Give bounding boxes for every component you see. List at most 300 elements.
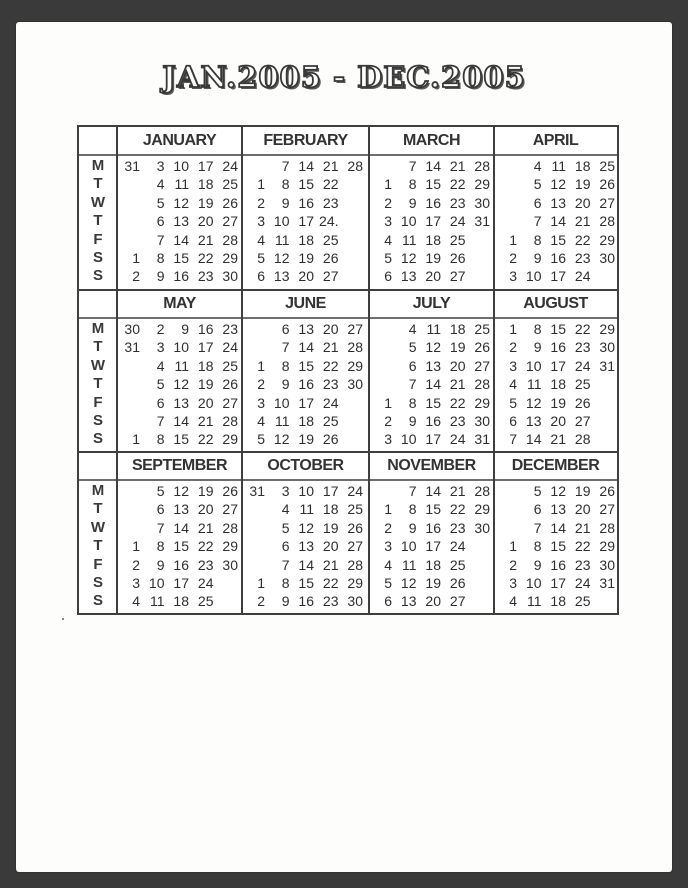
day-number: 11 (174, 176, 189, 193)
weekday-label: S (92, 267, 103, 285)
day-number: 1 (257, 176, 265, 193)
day-number: 15 (425, 501, 441, 518)
year-calendar-grid (77, 125, 619, 615)
day-number: 3 (156, 339, 165, 356)
weekday-label: S (92, 592, 103, 610)
day-number: 13 (400, 268, 417, 285)
day-number: 24 (574, 268, 591, 285)
day-number: 21 (449, 158, 466, 174)
weekday-label: T (93, 175, 103, 193)
day-number: 29 (599, 538, 615, 555)
month-days-may (117, 318, 242, 451)
day-number: 25 (574, 376, 591, 393)
day-number: 5 (509, 394, 517, 411)
day-number: 22 (197, 538, 214, 555)
day-number: 8 (156, 538, 165, 555)
day-number: 2 (384, 519, 392, 536)
day-number: 18 (197, 176, 214, 193)
day-number: 6 (533, 501, 542, 518)
day-number: 16 (298, 376, 314, 393)
day-number: 9 (533, 250, 542, 266)
day-number: 28 (474, 483, 490, 499)
weekday-label: S (92, 249, 103, 266)
day-number: 24 (574, 575, 591, 591)
day-number: 16 (425, 519, 441, 536)
day-number: 25 (574, 593, 591, 610)
day-number: 24 (574, 357, 591, 374)
day-number: 18 (322, 501, 339, 518)
day-number: 14 (173, 413, 189, 429)
day-number: 30 (124, 321, 140, 337)
day-number: 24 (347, 483, 363, 499)
day-number: 21 (322, 556, 339, 573)
day-number: 16 (298, 593, 314, 610)
day-number: 23 (449, 519, 466, 536)
day-number: 4 (384, 231, 392, 248)
day-number: 8 (156, 250, 165, 266)
month-days-july (369, 318, 494, 451)
month-name: AUGUST (523, 295, 588, 312)
day-number: 23 (222, 321, 238, 337)
day-number: 17 (197, 339, 214, 356)
day-number: 5 (156, 194, 165, 211)
day-number: 28 (474, 376, 490, 393)
day-number: 12 (273, 431, 290, 448)
day-number: 31 (124, 158, 140, 174)
day-number: 8 (281, 575, 290, 591)
day-number: 20 (197, 213, 214, 230)
day-number: 7 (156, 231, 165, 248)
day-number: 9 (156, 556, 165, 573)
day-number: 23 (322, 593, 339, 610)
day-number: 23 (322, 194, 339, 211)
month-name: SEPTEMBER (131, 457, 228, 474)
day-number: 9 (408, 413, 417, 429)
day-number: 29 (222, 250, 238, 266)
weekday-label: T (93, 212, 103, 230)
weekday-label: M (91, 482, 105, 499)
day-number: 24. (319, 213, 339, 230)
month-name: JANUARY (142, 132, 217, 149)
day-number: 23 (197, 556, 214, 573)
day-number: 12 (173, 194, 189, 211)
day-number: 4 (509, 593, 517, 610)
day-number: 22 (449, 394, 466, 411)
day-number: 26 (574, 394, 591, 411)
day-number: 8 (408, 176, 417, 193)
day-number: 29 (347, 357, 363, 374)
day-number: 4 (384, 556, 392, 573)
day-number: 29 (599, 231, 615, 248)
month-days-february (242, 155, 369, 288)
day-number: 17 (322, 483, 339, 499)
day-number: 30 (222, 556, 238, 573)
day-number: 3 (156, 158, 165, 174)
day-number: 13 (550, 501, 566, 518)
day-number: 21 (574, 213, 591, 230)
day-number: 8 (408, 394, 417, 411)
day-number: 7 (281, 556, 290, 573)
day-number: 20 (322, 538, 339, 555)
day-number: 14 (298, 556, 314, 573)
day-number: 27 (599, 194, 615, 211)
month-name: JUNE (285, 295, 326, 312)
day-number: 1 (384, 176, 392, 193)
day-number: 11 (149, 593, 165, 610)
day-number: 22 (449, 176, 466, 193)
print-speck (62, 618, 64, 620)
day-number: 18 (173, 593, 189, 610)
day-number: 6 (408, 357, 417, 374)
day-number: 21 (197, 519, 214, 536)
day-number: 26 (474, 339, 490, 356)
day-number: 30 (222, 268, 238, 285)
day-number: 30 (599, 556, 615, 573)
day-number: 18 (449, 321, 466, 337)
day-number: 31 (249, 483, 265, 499)
day-number: 5 (384, 250, 392, 266)
day-number: 10 (298, 483, 314, 499)
day-number: 25 (599, 158, 615, 174)
day-number: 7 (156, 519, 165, 536)
day-number: 4 (533, 158, 542, 174)
day-number: 2 (509, 556, 517, 573)
day-number: 27 (347, 321, 363, 337)
day-number: 24 (449, 213, 466, 230)
day-number: 13 (173, 394, 189, 411)
day-number: 31 (474, 213, 490, 230)
day-number: 7 (408, 376, 417, 393)
day-number: 26 (322, 250, 339, 266)
day-number: 28 (474, 158, 490, 174)
month-days-october (242, 480, 369, 613)
day-number: 5 (257, 250, 265, 266)
day-number: 17 (298, 394, 314, 411)
day-number: 25 (322, 231, 339, 248)
day-number: 2 (257, 593, 265, 610)
day-number: 31 (599, 575, 615, 591)
day-number: 7 (281, 158, 290, 174)
day-number: 4 (156, 357, 165, 374)
day-number: 26 (222, 194, 238, 211)
weekday-label: M (91, 320, 105, 337)
day-number: 3 (509, 268, 517, 285)
day-number: 3 (509, 575, 517, 591)
day-number: 9 (533, 339, 542, 356)
day-number: 20 (574, 501, 591, 518)
day-number: 7 (156, 413, 165, 429)
day-number: 27 (222, 213, 238, 230)
weekday-label: W (90, 356, 106, 374)
day-number: 12 (425, 339, 441, 356)
day-number: 12 (273, 250, 290, 266)
day-number: 13 (173, 501, 189, 518)
day-number: 16 (425, 413, 441, 429)
day-number: 21 (322, 339, 339, 356)
day-number: 10 (400, 213, 417, 230)
weekday-label: T (93, 375, 103, 393)
day-number: 2 (384, 194, 392, 211)
day-number: 5 (384, 575, 392, 591)
day-number: 28 (347, 339, 363, 356)
day-number: 1 (509, 538, 517, 555)
weekday-label: S (92, 412, 103, 429)
day-number: 23 (574, 339, 591, 356)
day-number: 1 (384, 501, 392, 518)
month-name: FEBRUARY (263, 132, 348, 149)
day-number: 11 (551, 158, 566, 174)
day-number: 11 (401, 231, 417, 248)
day-number: 4 (132, 593, 140, 610)
day-number: 30 (599, 250, 615, 266)
weekday-label: F (93, 230, 103, 248)
day-number: 15 (550, 321, 566, 337)
day-number: 28 (222, 231, 238, 248)
day-number: 18 (425, 556, 441, 573)
day-number: 27 (474, 357, 490, 374)
day-number: 27 (574, 413, 591, 429)
day-number: 29 (474, 501, 490, 518)
day-number: 16 (550, 556, 566, 573)
day-number: 29 (474, 394, 490, 411)
day-number: 31 (474, 431, 490, 448)
day-number: 26 (347, 519, 363, 536)
day-number: 23 (449, 194, 466, 211)
weekday-label: S (92, 574, 103, 591)
day-number: 10 (525, 357, 542, 374)
day-number: 1 (509, 321, 517, 337)
day-number: 19 (425, 575, 441, 591)
day-number: 5 (533, 483, 542, 499)
day-number: 6 (509, 413, 517, 429)
month-days-november (369, 480, 494, 613)
day-number: 23 (449, 413, 466, 429)
day-number: 12 (400, 575, 417, 591)
day-number: 13 (298, 321, 314, 337)
day-number: 26 (449, 575, 466, 591)
day-number: 17 (425, 538, 441, 555)
day-number: 4 (509, 376, 517, 393)
day-number: 21 (550, 431, 566, 448)
day-number: 30 (474, 194, 490, 211)
day-number: 29 (347, 575, 363, 591)
day-number: 5 (408, 339, 417, 356)
weekday-label: T (93, 500, 103, 518)
day-number: 21 (322, 158, 339, 174)
day-number: 22 (197, 431, 214, 448)
day-number: 19 (298, 250, 314, 266)
day-number: 3 (384, 431, 392, 448)
month-name: JULY (412, 295, 451, 312)
day-number: 26 (599, 483, 615, 499)
weekday-label: M (91, 157, 105, 174)
day-number: 8 (281, 176, 290, 193)
day-number: 19 (197, 376, 214, 393)
day-number: 27 (222, 501, 238, 518)
day-number: 22 (322, 575, 339, 591)
day-number: 4 (257, 413, 265, 429)
day-number: 13 (550, 194, 566, 211)
day-number: 4 (408, 321, 417, 337)
day-number: 9 (533, 556, 542, 573)
day-number: 6 (281, 538, 290, 555)
day-number: 15 (173, 431, 189, 448)
calendar-title: JAN.2005 - DEC.2005 (162, 60, 526, 94)
day-number: 12 (550, 176, 566, 193)
day-number: 15 (425, 176, 441, 193)
day-number: 17 (425, 431, 441, 448)
month-name: DECEMBER (511, 457, 600, 474)
day-number: 17 (197, 158, 214, 174)
day-number: 3 (281, 483, 290, 499)
day-number: 5 (533, 176, 542, 193)
weekday-label: T (93, 338, 103, 356)
day-number: 14 (525, 431, 542, 448)
day-number: 11 (274, 231, 290, 248)
day-number: 25 (449, 556, 466, 573)
day-number: 22 (574, 538, 591, 555)
day-number: 22 (574, 231, 591, 248)
day-number: 28 (347, 158, 363, 174)
day-number: 21 (197, 231, 214, 248)
day-number: 10 (525, 268, 542, 285)
day-number: 6 (533, 194, 542, 211)
day-number: 22 (197, 250, 214, 266)
day-number: 15 (550, 538, 566, 555)
day-number: 11 (526, 593, 542, 610)
day-number: 28 (599, 519, 615, 536)
day-number: 13 (273, 268, 290, 285)
month-name: APRIL (532, 132, 579, 149)
day-number: 31 (124, 339, 140, 356)
day-number: 7 (408, 158, 417, 174)
day-number: 10 (173, 158, 189, 174)
day-number: 2 (156, 321, 165, 337)
day-number: 5 (156, 483, 165, 499)
day-number: 15 (550, 231, 566, 248)
day-number: 12 (550, 483, 566, 499)
month-days-september (117, 480, 242, 613)
day-number: 26 (222, 483, 238, 499)
day-number: 6 (257, 268, 265, 285)
day-number: 25 (347, 501, 363, 518)
day-number: 2 (509, 250, 517, 266)
weekday-label: F (93, 555, 103, 573)
day-number: 19 (197, 194, 214, 211)
day-number: 20 (574, 194, 591, 211)
day-number: 6 (156, 213, 165, 230)
day-number: 5 (281, 519, 290, 536)
day-number: 19 (574, 176, 591, 193)
day-number: 19 (550, 394, 566, 411)
day-number: 3 (384, 213, 392, 230)
day-number: 14 (298, 339, 314, 356)
day-number: 20 (550, 413, 566, 429)
day-number: 9 (408, 519, 417, 536)
weekday-label: W (90, 193, 106, 211)
day-number: 27 (222, 394, 238, 411)
day-number: 4 (281, 501, 290, 518)
day-number: 25 (474, 321, 490, 337)
day-number: 10 (173, 339, 189, 356)
day-number: 3 (257, 394, 265, 411)
weekday-label: F (93, 393, 103, 411)
day-number: 7 (281, 339, 290, 356)
day-number: 18 (550, 376, 566, 393)
day-number: 28 (347, 556, 363, 573)
day-number: 12 (173, 376, 189, 393)
day-number: 2 (257, 194, 265, 211)
day-number: 18 (298, 413, 314, 429)
day-number: 25 (222, 357, 238, 374)
day-number: 22 (449, 501, 466, 518)
day-number: 16 (550, 250, 566, 266)
day-number: 10 (525, 575, 542, 591)
day-number: 7 (408, 483, 417, 499)
day-number: 14 (425, 158, 441, 174)
day-number: 19 (197, 483, 214, 499)
day-number: 24 (449, 538, 466, 555)
day-number: 13 (525, 413, 542, 429)
day-number: 15 (173, 538, 189, 555)
day-number: 24 (222, 158, 238, 174)
day-number: 15 (298, 357, 314, 374)
day-number: 5 (257, 431, 265, 448)
day-number: 10 (273, 394, 290, 411)
day-number: 13 (173, 213, 189, 230)
day-number: 6 (281, 321, 290, 337)
day-number: 16 (173, 268, 189, 285)
day-number: 24 (222, 339, 238, 356)
day-number: 2 (384, 413, 392, 429)
day-number: 2 (132, 268, 140, 285)
day-number: 17 (173, 575, 189, 591)
day-number: 25 (197, 593, 214, 610)
day-number: 3 (257, 213, 265, 230)
day-number: 27 (449, 268, 466, 285)
month-days-january (117, 155, 242, 288)
day-number: 9 (281, 376, 290, 393)
month-days-march (369, 155, 494, 288)
day-number: 18 (298, 231, 314, 248)
day-number: 11 (274, 413, 290, 429)
day-number: 21 (449, 376, 466, 393)
day-number: 12 (400, 250, 417, 266)
day-number: 18 (574, 158, 591, 174)
day-number: 25 (222, 176, 238, 193)
day-number: 29 (222, 538, 238, 555)
day-number: 16 (197, 321, 214, 337)
day-number: 10 (400, 538, 417, 555)
day-number: 20 (197, 501, 214, 518)
weekday-label: W (90, 518, 106, 536)
month-name: MAY (163, 295, 196, 312)
day-number: 14 (425, 483, 441, 499)
day-number: 7 (533, 519, 542, 536)
day-number: 14 (173, 231, 189, 248)
day-number: 11 (426, 321, 441, 337)
day-number: 27 (599, 501, 615, 518)
day-number: 12 (298, 519, 314, 536)
day-number: 14 (298, 158, 314, 174)
day-number: 11 (401, 556, 417, 573)
month-days-december (494, 480, 617, 613)
day-number: 15 (425, 394, 441, 411)
day-number: 24 (322, 394, 339, 411)
day-number: 17 (550, 268, 566, 285)
day-number: 20 (197, 394, 214, 411)
day-number: 17 (425, 213, 441, 230)
